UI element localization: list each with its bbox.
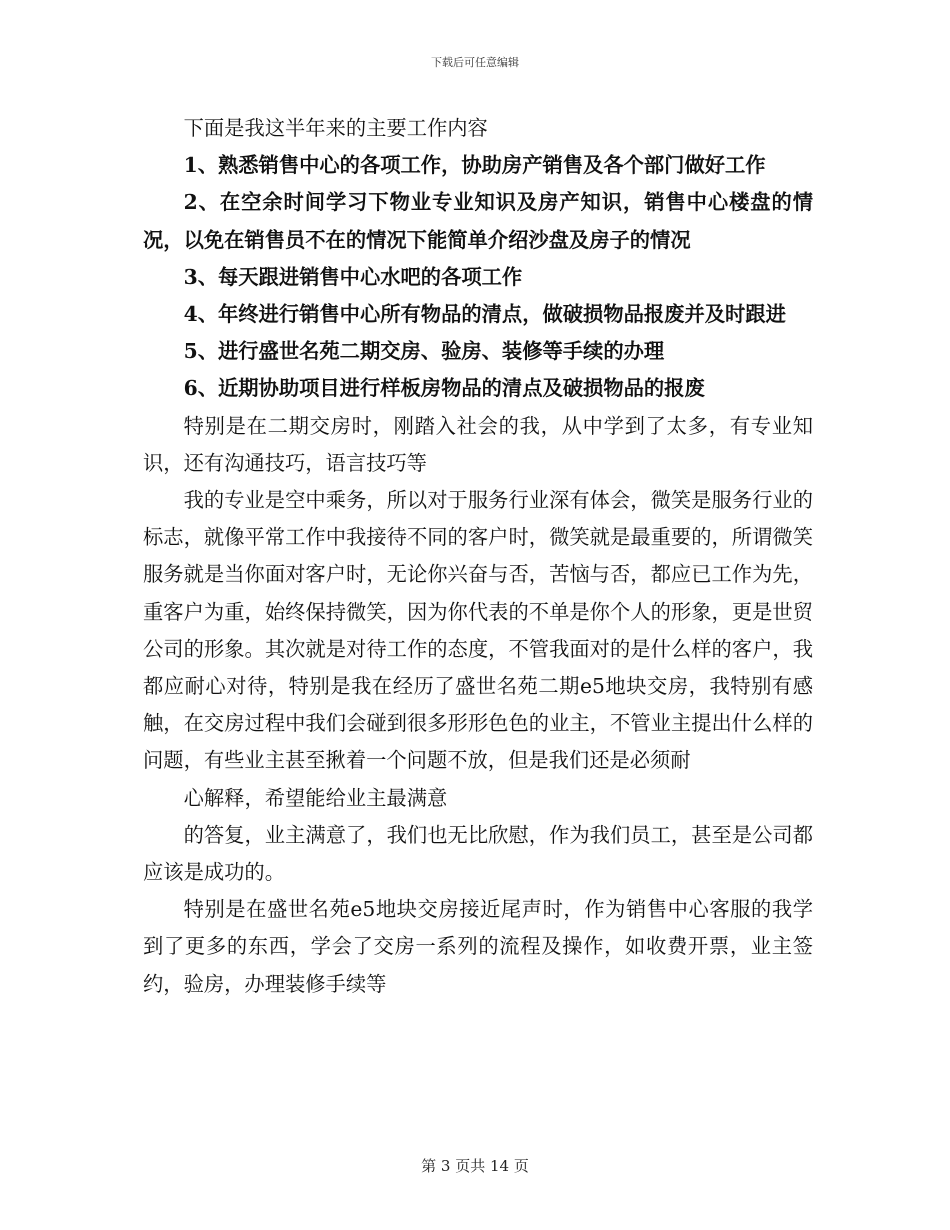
page-footer: 第 3 页共 14 页 <box>421 1157 529 1175</box>
paragraph-learning: 特别是在盛世名苑e5地块交房接近尾声时，作为销售中心客服的我学到了更多的东西，学会了交房一系列的流程及操作，如收费开票，业主签约，验房，办理装修手续等 <box>143 897 813 996</box>
paragraph-explain: 心解释，希望能给业主最满意 <box>183 785 448 810</box>
page-header: 下载后可任意编辑 <box>431 56 519 69</box>
paragraph-reply: 的答复，业主满意了，我们也无比欣慰，作为我们员工，甚至是公司都应该是成功的。 <box>143 822 813 885</box>
paragraph-service: 我的专业是空中乘务，所以对于服务行业深有体会，微笑是服务行业的标志，就像平常工作中我接待不同的客户时，微笑就是最重要的，所谓微笑服务就是当你面对客户时，无论你兴奋与否，苦恼与否，都应已工作为先，重客户为重，始终保持微笑，因为你代表的不单是你个人的形象，更是世贸公司的形象。其次就是对待工作的态度，不管我面对的是什么样的客户，我都应耐心对待，特别是我在经历了盛世名苑二期e5地块交房，我特别有感触，在交房过程中我们会碰到很多形形色色的业主，不管业主提出什么样的问题，有些业主甚至揪着一个问题不放，但是我们还是必须耐 <box>143 488 813 773</box>
list-item-4: 4、年终进行销售中心所有物品的清点，做破损物品报废并及时跟进 <box>183 302 786 327</box>
list-item-5: 5、进行盛世名苑二期交房、验房、装修等手续的办理 <box>183 339 665 364</box>
paragraph-handover: 特别是在二期交房时，刚踏入社会的我，从中学到了太多，有专业知识，还有沟通技巧，语言技巧等 <box>143 413 813 475</box>
list-item-6: 6、近期协助项目进行样板房物品的清点及破损物品的报废 <box>183 376 705 401</box>
list-item-1: 1、熟悉销售中心的各项工作，协助房产销售及各个部门做好工作 <box>183 153 766 178</box>
list-item-2: 2、在空余时间学习下物业专业知识及房产知识，销售中心楼盘的情况，以免在销售员不在的情况下能简单介绍沙盘及房子的情况 <box>143 190 813 252</box>
paragraph-intro: 下面是我这半年来的主要工作内容 <box>183 116 488 140</box>
list-item-3: 3、每天跟进销售中心水吧的各项工作 <box>183 264 523 289</box>
document-body <box>143 110 813 1003</box>
